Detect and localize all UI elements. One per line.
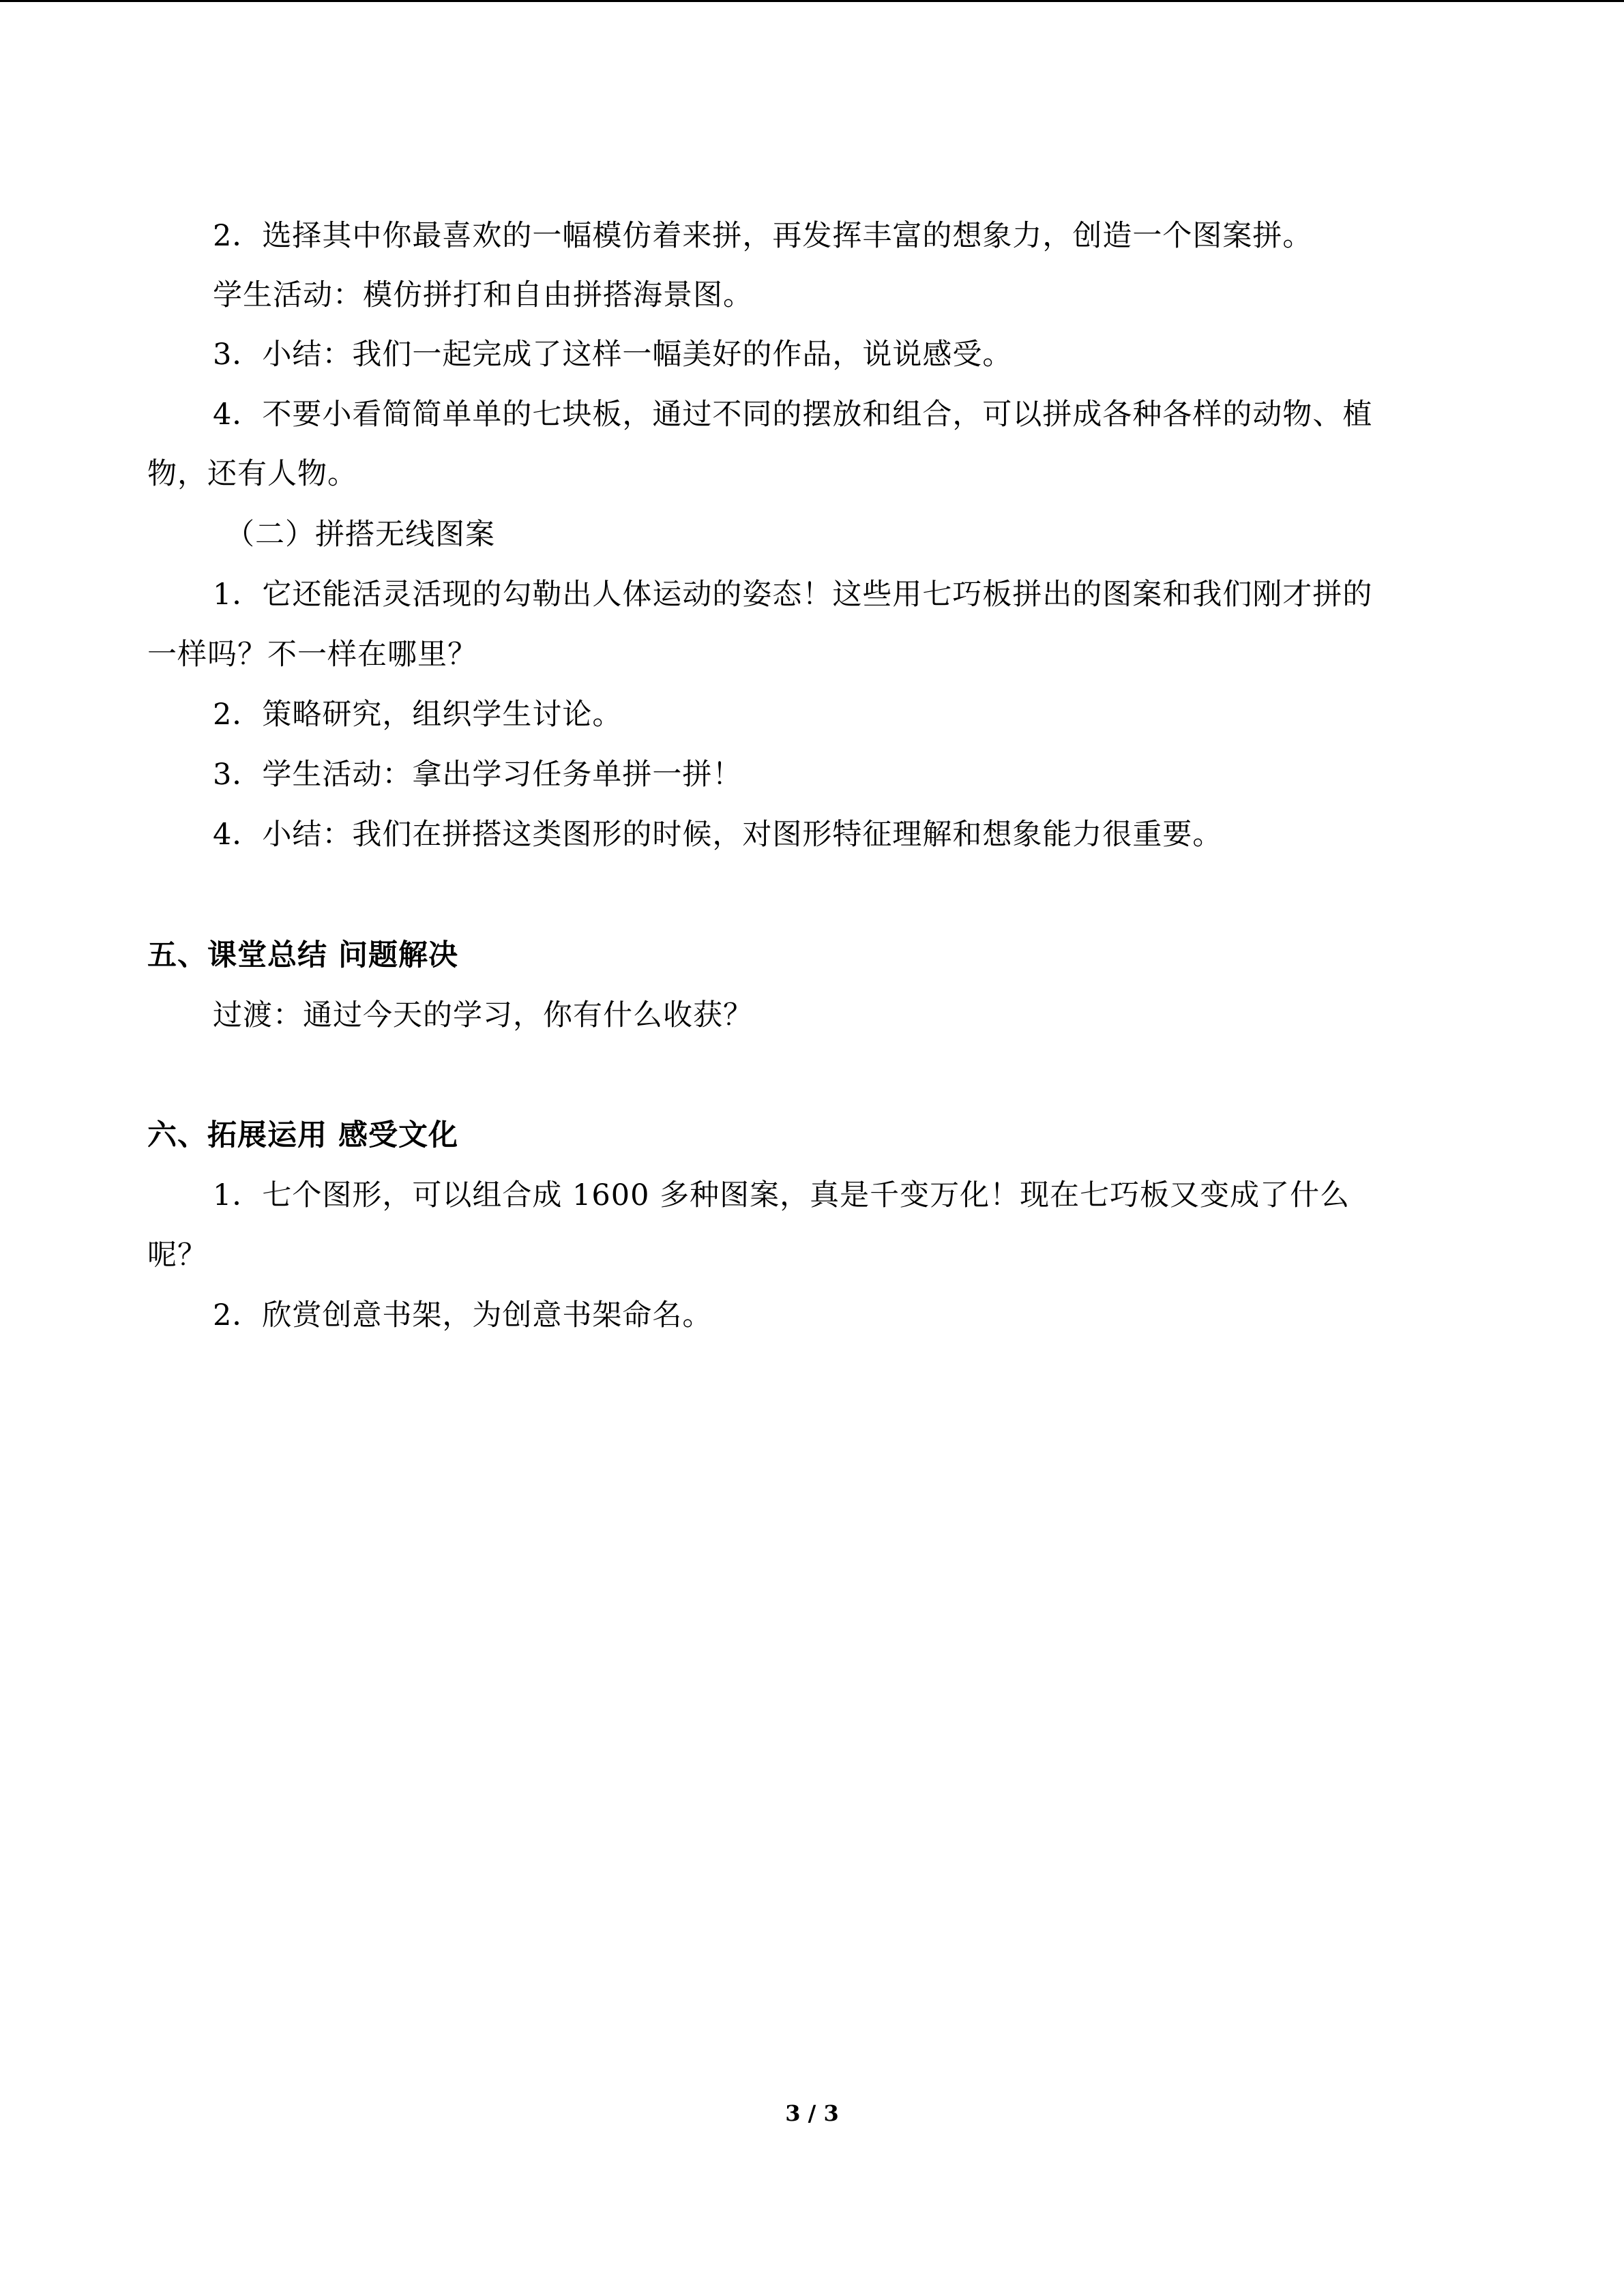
section-heading-summary: 五、课堂总结 问题解决 [147, 938, 458, 972]
paragraph-seven-pieces-line1: 4．不要小看简简单单的七块板，通过不同的摆放和组合，可以拼成各种各样的动物、植 [213, 398, 1373, 432]
page-number: 3 / 3 [785, 2100, 839, 2126]
paragraph-choose-favorite: 2．选择其中你最喜欢的一幅模仿着来拼，再发挥丰富的想象力，创造一个图案拼。 [213, 219, 1313, 253]
paragraph-bookshelf: 2．欣赏创意书架，为创意书架命名。 [213, 1298, 713, 1332]
paragraph-seven-pieces-line2: 物，还有人物。 [147, 457, 357, 491]
paragraph-student-activity-1: 学生活动：模仿拼打和自由拼搭海景图。 [213, 278, 753, 312]
sub-heading-pattern: （二）拼搭无线图案 [225, 518, 495, 552]
paragraph-summary-1: 3．小结：我们一起完成了这样一幅美好的作品，说说感受。 [213, 338, 1013, 372]
paragraph-strategy-research: 2．策略研究，组织学生讨论。 [213, 698, 623, 732]
paragraph-human-motion-line2: 一样吗？不一样在哪里？ [147, 638, 477, 672]
page-top-border [0, 0, 1624, 2]
paragraph-summary-2: 4．小结：我们在拼搭这类图形的时候，对图形特征理解和想象能力很重要。 [213, 818, 1223, 852]
paragraph-human-motion-line1: 1．它还能活灵活现的勾勒出人体运动的姿态！这些用七巧板拼出的图案和我们刚才拼的 [213, 578, 1373, 612]
paragraph-seven-shapes-line1: 1．七个图形，可以组合成 1600 多种图案，真是千变万化！现在七巧板又变成了什么 [213, 1178, 1350, 1212]
section-heading-extension: 六、拓展运用 感受文化 [147, 1118, 458, 1152]
paragraph-student-activity-2: 3．学生活动：拿出学习任务单拼一拼！ [213, 758, 743, 792]
paragraph-seven-shapes-line2: 呢？ [147, 1238, 207, 1272]
paragraph-transition: 过渡：通过今天的学习，你有什么收获？ [213, 998, 753, 1032]
